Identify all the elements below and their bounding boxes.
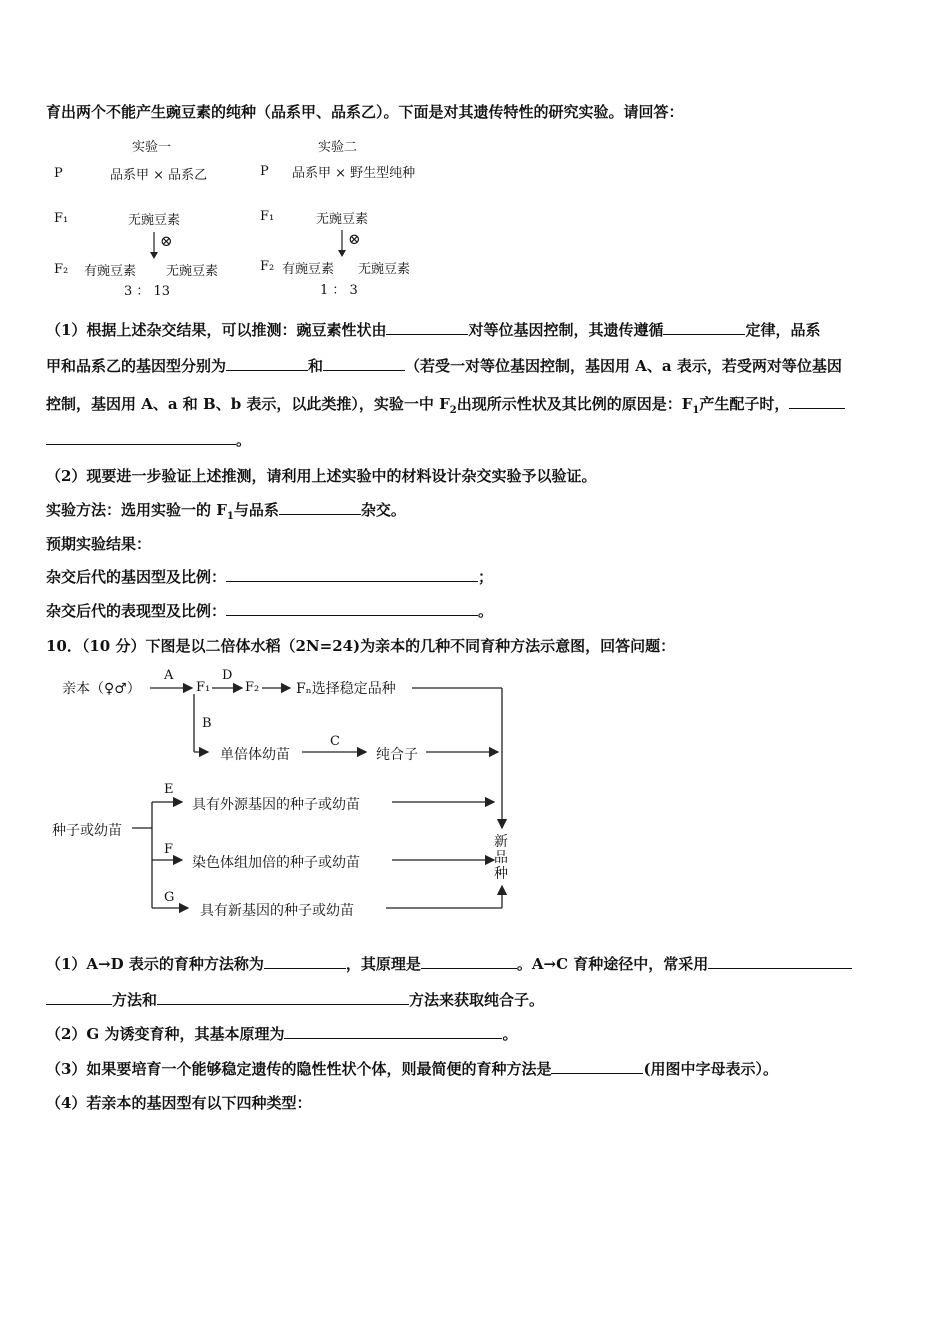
exp2-f1-label: F₁ xyxy=(260,209,275,224)
q10-s2: （2）G 为诱变育种，其基本原理为 。 xyxy=(46,1025,518,1043)
exp1-f1-label: F₁ xyxy=(54,211,69,226)
answer-blank[interactable] xyxy=(284,1024,502,1039)
q1-line4: 。 xyxy=(46,430,251,450)
parent-label: 亲本（♀♂） xyxy=(62,681,141,697)
answer-blank[interactable] xyxy=(323,356,405,371)
answer-blank[interactable] xyxy=(386,320,468,335)
q1-line3: 控制，基因用 A、a 和 B、b 表示，以此类推），实验一中 $F_2$出现所示性状及其比例的原因是：$F_1$产生配子时， xyxy=(46,394,845,421)
q2-line1: （2）现要进一步验证上述推测，请利用上述实验中的材料设计杂交实验予以验证。 xyxy=(46,467,597,485)
exp2-self-cross-icon: ⊗ xyxy=(348,230,361,248)
exp1-p-cross: 品系甲 × 品系乙 xyxy=(110,168,208,183)
exp2-p-cross: 品系甲 × 野生型纯种 xyxy=(292,166,416,181)
label-a: A xyxy=(164,668,174,683)
answer-blank[interactable] xyxy=(157,990,409,1005)
exp2-f2-label: F₂ xyxy=(260,259,275,274)
exp2-p-label: P xyxy=(260,164,269,179)
q10-heading: 10．（10 分）下图是以二倍体水稻（2N=24)为亲本的几种不同育种方法示意图，回答问题： xyxy=(46,637,676,655)
label-fn: Fₙ选择稳定品种 xyxy=(296,681,396,697)
answer-blank[interactable] xyxy=(226,356,308,371)
label-g: G xyxy=(164,890,175,905)
answer-blank[interactable] xyxy=(46,990,112,1005)
answer-blank[interactable] xyxy=(789,394,845,409)
cross-arrows xyxy=(46,132,466,302)
label-f: F xyxy=(164,842,174,857)
q2-line2: 实验方法：选用实验一的 $F_1$与品系 杂交。 xyxy=(46,501,406,522)
label-newgene: 具有新基因的种子或幼苗 xyxy=(200,903,354,919)
intro-text: 育出两个不能产生豌豆素的纯种（品系甲、品系乙）。下面是对其遗传特性的研究实验。请回答： xyxy=(46,103,684,121)
q2-line3: 预期实验结果： xyxy=(46,535,152,553)
answer-blank[interactable] xyxy=(264,954,346,969)
answer-blank[interactable] xyxy=(46,430,236,445)
answer-blank[interactable] xyxy=(421,954,517,969)
exp1-ratio: 3 ： 13 xyxy=(124,284,171,299)
label-haploid: 单倍体幼苗 xyxy=(220,747,290,763)
exp2-ratio: 1 ： 3 xyxy=(320,283,358,298)
label-exo: 具有外源基因的种子或幼苗 xyxy=(192,797,360,813)
q2-line4: 杂交后代的基因型及比例： ； xyxy=(46,568,494,586)
exp1-f2-label: F₂ xyxy=(54,262,69,277)
exp2-f2-b: 无豌豆素 xyxy=(358,262,411,277)
label-poly: 染色体组加倍的种子或幼苗 xyxy=(192,855,360,871)
label-c: C xyxy=(330,734,340,749)
label-e: E xyxy=(164,782,174,797)
answer-blank[interactable] xyxy=(663,320,745,335)
label-f2: F₂ xyxy=(245,680,260,695)
q1-line2: 甲和品系乙的基因型分别为 和 （若受一对等位基因控制，基因用 A、a 表示，若受两对等位基因 xyxy=(46,357,842,375)
exp1-title: 实验一 xyxy=(132,140,172,155)
q10-s1-line1: （1）A→D 表示的育种方法称为 ，其原理是 。A→C 育种途径中，常采用 xyxy=(46,954,852,974)
cross-diagram xyxy=(46,132,466,302)
answer-blank[interactable] xyxy=(226,601,478,616)
q10-s1-line2: 方法和 方法来获取纯合子。 xyxy=(46,990,544,1010)
q2-line5: 杂交后代的表现型及比例： 。 xyxy=(46,602,494,620)
exp1-f1-pheno: 无豌豆素 xyxy=(128,213,181,228)
exp1-f2-a: 有豌豆素 xyxy=(84,264,137,279)
breeding-diagram xyxy=(46,664,526,926)
answer-blank[interactable] xyxy=(551,1059,643,1074)
exp1-p-label: P xyxy=(54,166,63,181)
exp2-f2-a: 有豌豆素 xyxy=(282,262,335,277)
exp1-self-cross-icon: ⊗ xyxy=(160,232,173,250)
answer-blank[interactable] xyxy=(279,500,361,515)
q1-line1: （1）根据上述杂交结果，可以推测：豌豆素性状由 对等位基因控制，其遗传遵循 定律，品系 xyxy=(46,321,821,339)
label-new-variety: 新品种 xyxy=(494,834,508,882)
label-seed: 种子或幼苗 xyxy=(52,823,122,839)
label-pure: 纯合子 xyxy=(376,747,418,763)
label-d: D xyxy=(222,668,233,683)
label-b: B xyxy=(202,716,212,731)
exp1-f2-b: 无豌豆素 xyxy=(166,264,219,279)
exp2-title: 实验二 xyxy=(318,140,358,155)
q10-s3: （3）如果要培育一个能够稳定遗传的隐性性状个体，则最简便的育种方法是 (用图中字母表示）。 xyxy=(46,1060,779,1078)
answer-blank[interactable] xyxy=(226,567,478,582)
exp2-f1-pheno: 无豌豆素 xyxy=(316,212,369,227)
answer-blank[interactable] xyxy=(708,954,852,969)
label-f1: F₁ xyxy=(196,680,211,695)
q10-s4: （4）若亲本的基因型有以下四种类型： xyxy=(46,1094,312,1112)
